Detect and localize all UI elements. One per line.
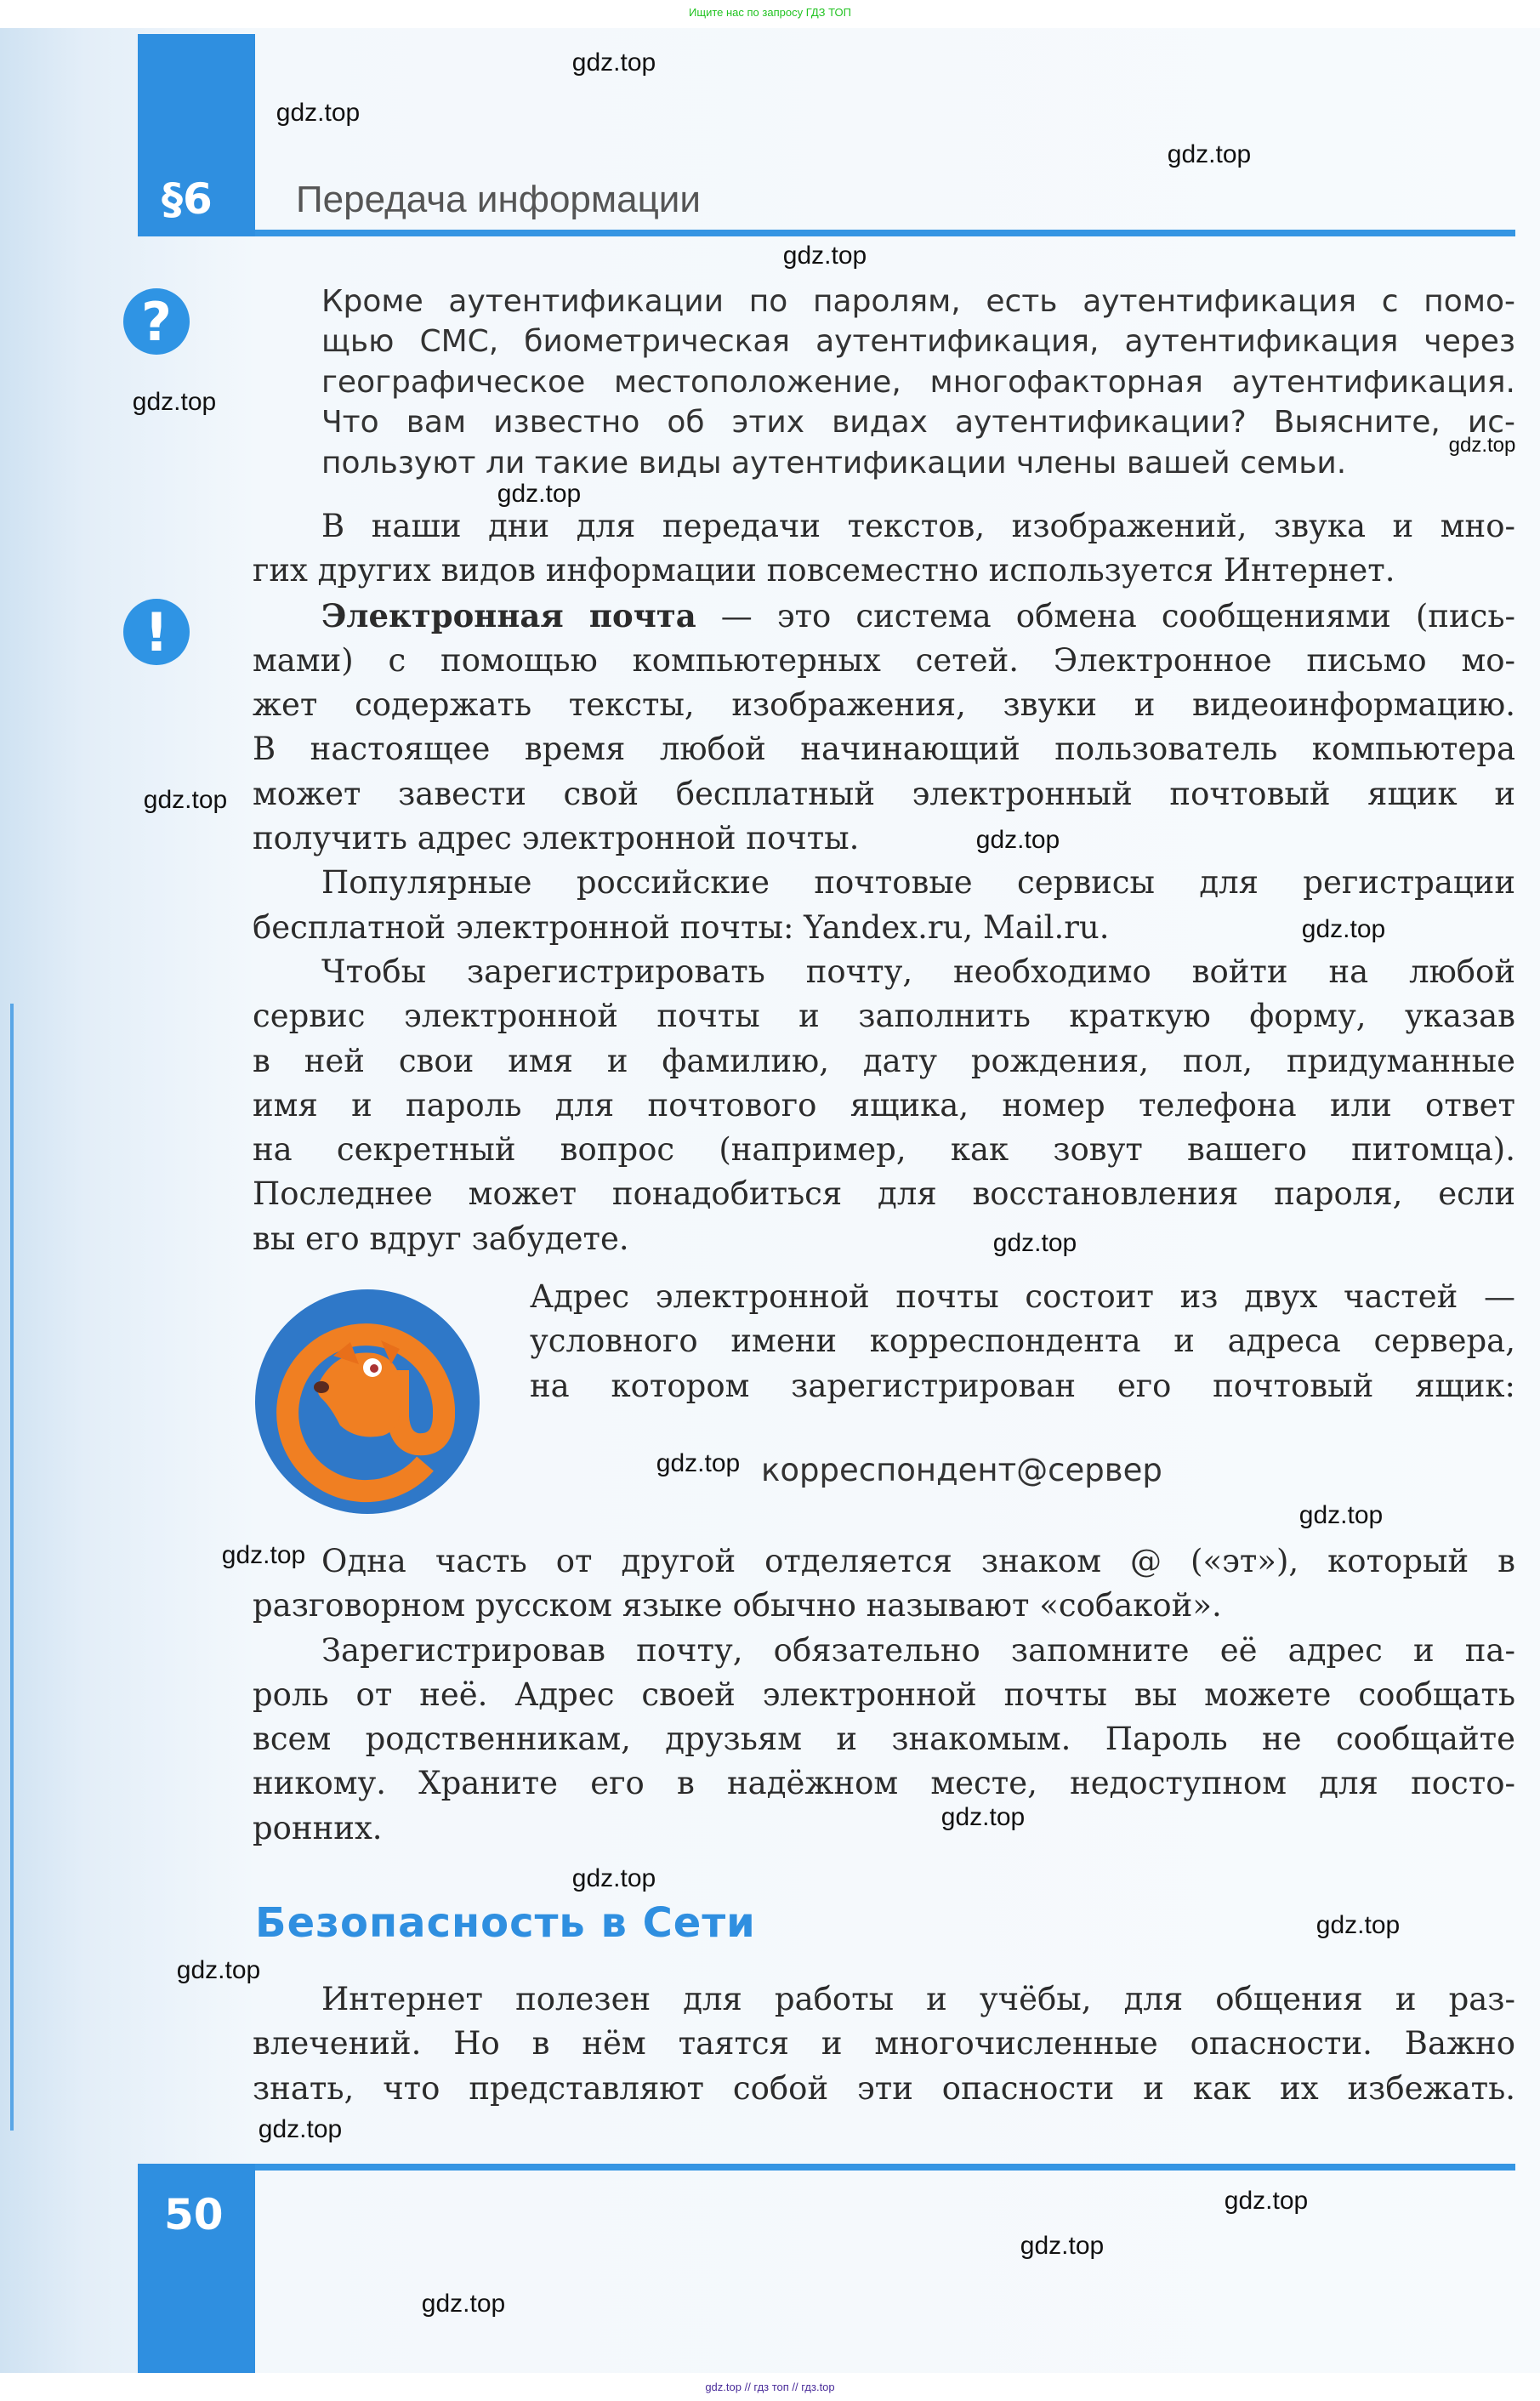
watermark: gdz.top [258, 2115, 343, 2143]
watermark: gdz.top [1316, 1911, 1401, 1939]
watermark: gdz.top [975, 826, 1060, 854]
text-line: знать, что представляют собой эти опасности и как их избежать. [253, 2069, 1515, 2107]
text-run: — это система обмена сообщениями (пись- [696, 597, 1515, 634]
section-number: §6 [162, 174, 213, 224]
watermark: gdz.top [782, 242, 867, 270]
watermark: gdz.top [571, 1864, 656, 1892]
email-format: корреспондент@сервер [761, 1452, 1162, 1488]
text-line: В наши дни для передачи текстов, изображений, звука и мно- [321, 508, 1515, 544]
text-line: всем родственникам, друзьям и знакомым. Пароль не сообщайте [253, 1721, 1515, 1758]
watermark: gdz.top [1020, 2232, 1105, 2260]
page-number: 50 [164, 2190, 224, 2239]
watermark: gdz.top [276, 99, 361, 127]
watermark: gdz.top [1301, 915, 1386, 943]
text-line: гих других видов информации повсеместно используется Интернет. [253, 552, 1395, 589]
watermark: gdz.top [143, 786, 228, 814]
text-line [253, 594, 1515, 639]
text-line: роль от неё. Адрес своей электронной почты вы можете сообщать [253, 1676, 1515, 1713]
question-icon: ? [123, 288, 190, 355]
text-line: может завести свой бесплатный электронный почтовый ящик и [253, 775, 1515, 812]
watermark: gdz.top [221, 1541, 306, 1569]
text-line: Чтобы зарегистрировать почту, необходимо войти на любой [321, 953, 1515, 990]
address-text [530, 1275, 1515, 1408]
text-line: Что вам известно об этих видах аутентификации? Выясните, ис- [321, 405, 1515, 441]
watermark: gdz.top [1224, 2187, 1309, 2215]
question-text [321, 282, 1515, 483]
text-line: имя и пароль для почтового ящика, номер телефона или ответ [253, 1086, 1515, 1124]
page-title: Передача информации [296, 179, 701, 220]
text-line: Одна часть от другой отделяется знаком @ («эт»), который в [321, 1543, 1515, 1579]
bold-term: Электронная почта [321, 596, 696, 634]
header-rule [255, 230, 1515, 236]
watermark: gdz.top [1167, 140, 1252, 168]
section-heading: Безопасность в Сети [255, 1899, 756, 1947]
text-line: жет содержать тексты, изображения, звуки и видеоинформацию. [253, 686, 1515, 724]
watermark: gdz.top [571, 48, 656, 77]
text-line: Последнее может понадобиться для восстановления пароля, если [253, 1175, 1515, 1213]
text-line: на котором зарегистрирован его почтовый ящик: [530, 1367, 1515, 1404]
watermark: gdz.top [656, 1449, 741, 1477]
text-line: ронних. [253, 1809, 383, 1846]
text-line: пользуют ли такие виды аутентификации члены вашей семьи. [321, 445, 1347, 481]
watermark: gdz.top [497, 480, 582, 508]
watermark: gdz.top [176, 1956, 261, 1984]
text-line: Популярные российские почтовые сервисы для регистрации [321, 864, 1515, 902]
text-line: Кроме аутентификации по паролям, есть аутентификация с помо- [321, 284, 1515, 319]
body-text [253, 504, 1515, 1261]
watermark: gdz.top [1298, 1501, 1384, 1529]
watermark: gdz.top [940, 1803, 1026, 1831]
text-line: вы его вдруг забудете. [253, 1220, 629, 1257]
text-line: влечений. Но в нём таятся и многочисленные опасности. Важно [253, 2025, 1515, 2062]
text-line: Интернет полезен для работы и учёбы, для общения и раз- [321, 1981, 1515, 2017]
text-line: никому. Храните его в надёжном месте, недоступном для посто- [253, 1765, 1515, 1802]
text-line: мами) с помощью компьютерных сетей. Электронное письмо мо- [253, 641, 1515, 679]
watermark: gdz.top [1448, 434, 1516, 457]
text-line: на секретный вопрос (например, как зовут вашего питомца). [253, 1131, 1515, 1169]
body-text-2 [253, 1539, 1515, 1851]
mail-dog-mascot-icon [255, 1289, 480, 1514]
page-edge-line [10, 1004, 14, 2131]
body-text-3 [253, 1977, 1515, 2111]
text-line: условного имени корреспондента и адреса сервера, [530, 1323, 1515, 1360]
attention-icon: ! [123, 599, 190, 665]
text-line: В настоящее время любой начинающий пользователь компьютера [253, 731, 1515, 768]
text-line: разговорном русском языке обычно называют «собакой». [253, 1587, 1222, 1624]
footer-watermark: gdz.top // гдз топ // гдз.top [0, 2373, 1540, 2401]
text-line: получить адрес электронной почты. [253, 820, 860, 857]
watermark: gdz.top [992, 1229, 1077, 1257]
text-line: Зарегистрировав почту, обязательно запомните её адрес и па- [321, 1631, 1515, 1669]
footer-rule [255, 2164, 1515, 2171]
top-banner: Ищите нас по запросу ГДЗ ТОП [0, 0, 1540, 28]
watermark: gdz.top [421, 2290, 506, 2318]
text-line: щью СМС, биометрическая аутентификация, аутентификация через [321, 324, 1515, 360]
text-line: бесплатной электронной почты: Yandex.ru, Mail.ru. [253, 908, 1110, 946]
text-line: в ней свои имя и фамилию, дату рождения, пол, придуманные [253, 1042, 1515, 1079]
watermark: gdz.top [132, 388, 217, 416]
text-line: сервис электронной почты и заполнить краткую форму, указав [253, 998, 1515, 1035]
text-line: Адрес электронной почты состоит из двух частей — [530, 1278, 1515, 1315]
text-line: географическое местоположение, многофакторная аутентификация. [321, 364, 1515, 400]
